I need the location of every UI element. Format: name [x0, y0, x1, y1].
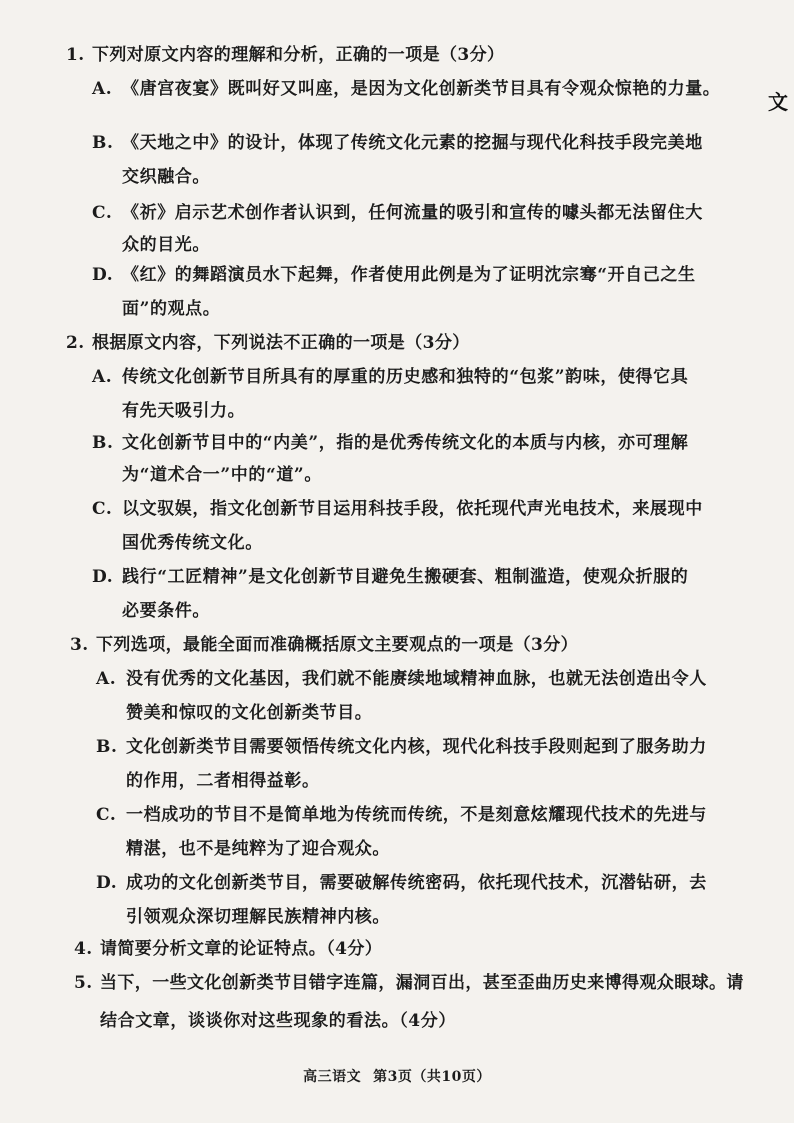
- question-5-stem: 5. 当下，一些文化创新类节目错字连篇，漏洞百出，甚至歪曲历史来博得观众眼球。请: [74, 973, 744, 993]
- q2-option-c-continued: 国优秀传统文化。: [122, 533, 263, 553]
- q3-option-d: D. 成功的文化创新类节目，需要破解传统密码，依托现代技术，沉潜钻研，去: [96, 873, 707, 893]
- q1-option-c: C. 《祈》启示艺术创作者认识到，任何流量的吸引和宣传的噱头都无法留住大: [92, 203, 703, 223]
- q3-option-b-continued: 的作用，二者相得益彰。: [126, 771, 320, 791]
- q3-option-a: A. 没有优秀的文化基因，我们就不能赓续地域精神血脉，也就无法创造出令人: [96, 669, 707, 689]
- q1-option-d-continued: 面”的观点。: [122, 299, 221, 319]
- question-1-stem: 1. 下列对原文内容的理解和分析，正确的一项是（3分）: [66, 45, 505, 65]
- q1-option-a: A. 《唐宫夜宴》既叫好又叫座，是因为文化创新类节目具有令观众惊艳的力量。: [92, 79, 721, 99]
- question-3-stem: 3. 下列选项，最能全面而准确概括原文主要观点的一项是（3分）: [70, 635, 579, 655]
- side-margin-character: 文: [768, 90, 788, 114]
- footer-subject: 高三语文: [303, 1069, 362, 1085]
- q1-option-b-continued: 交织融合。: [122, 167, 210, 187]
- q1-option-d: D. 《红》的舞蹈演员水下起舞，作者使用此例是为了证明沈宗骞“开自己之生: [92, 265, 696, 285]
- q1-option-b: B. 《天地之中》的设计，体现了传统文化元素的挖掘与现代化科技手段完美地: [92, 133, 703, 153]
- q2-option-b-continued: 为“道术合一”中的“道”。: [122, 465, 322, 485]
- q3-option-d-continued: 引领观众深切理解民族精神内核。: [126, 907, 390, 927]
- q3-option-c-continued: 精湛，也不是纯粹为了迎合观众。: [126, 839, 390, 859]
- question-4-stem: 4. 请简要分析文章的论证特点。（4分）: [74, 939, 383, 959]
- q2-option-b: B. 文化创新节目中的“内美”，指的是优秀传统文化的本质与内核，亦可理解: [92, 433, 689, 453]
- question-5-continued: 结合文章，谈谈你对这些现象的看法。（4分）: [100, 1011, 456, 1031]
- question-2-stem: 2. 根据原文内容，下列说法不正确的一项是（3分）: [66, 333, 470, 353]
- footer-page-number: 第3页（共10页）: [373, 1069, 491, 1085]
- q3-option-b: B. 文化创新类节目需要领悟传统文化内核，现代化科技手段则起到了服务助力: [96, 737, 707, 757]
- q2-option-d: D. 践行“工匠精神”是文化创新节目避免生搬硬套、粗制滥造，使观众折服的: [92, 567, 689, 587]
- q2-option-c: C. 以文驭娱，指文化创新节目运用科技手段，依托现代声光电技术，来展现中: [92, 499, 703, 519]
- page-footer: [0, 1066, 794, 1086]
- q2-option-d-continued: 必要条件。: [122, 601, 210, 621]
- q2-option-a-continued: 有先天吸引力。: [122, 401, 246, 421]
- question-number: 1.: [66, 45, 85, 65]
- q2-option-a: A. 传统文化创新节目所具有的厚重的历史感和独特的“包浆”韵味，使得它具: [92, 367, 689, 387]
- q3-option-a-continued: 赞美和惊叹的文化创新类节目。: [126, 703, 373, 723]
- q3-option-c: C. 一档成功的节目不是简单地为传统而传统，不是刻意炫耀现代技术的先进与: [96, 805, 707, 825]
- q1-option-c-continued: 众的目光。: [122, 235, 210, 255]
